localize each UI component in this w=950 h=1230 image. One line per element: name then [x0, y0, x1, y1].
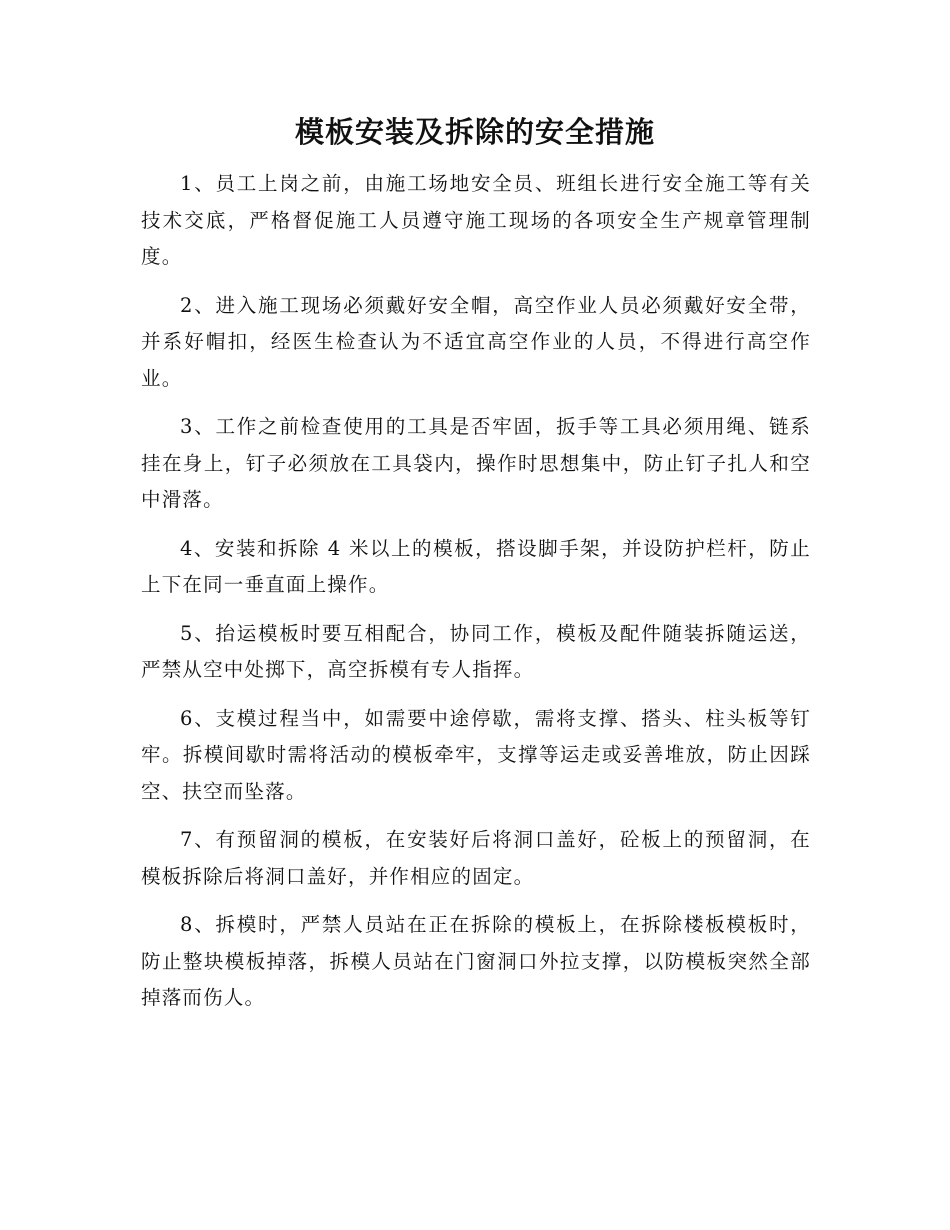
paragraph-1: 1、员工上岗之前，由施工场地安全员、班组长进行安全施工等有关技术交底，严格督促施工人员遵守施工现场的各项安全生产规章管理制度。 [141, 172, 811, 268]
paragraph-3: 3、工作之前检查使用的工具是否牢固，扳手等工具必须用绳、链系挂在身上，钉子必须放在工具袋内，操作时思想集中，防止钉子扎人和空中滑落。 [141, 415, 811, 511]
paragraph-8: 8、拆模时，严禁人员站在正在拆除的模板上，在拆除楼板模板时，防止整块模板掉落，拆模人员站在门窗洞口外拉支撑，以防模板突然全部掉落而伤人。 [141, 913, 811, 1009]
paragraph-5: 5、抬运模板时要互相配合，协同工作，模板及配件随装拆随运送，严禁从空中处掷下，高空拆模有专人指挥。 [141, 621, 811, 681]
paragraph-4: 4、安装和拆除 4 米以上的模板，搭设脚手架，并设防护栏杆，防止上下在同一垂直面上操作。 [141, 536, 811, 596]
document-body [141, 166, 811, 1029]
document-title: 模板安装及拆除的安全措施 [294, 115, 655, 149]
paragraph-7: 7、有预留洞的模板，在安装好后将洞口盖好，砼板上的预留洞，在模板拆除后将洞口盖好，并作相应的固定。 [141, 828, 811, 888]
paragraph-6: 6、支模过程当中，如需要中途停歇，需将支撑、搭头、柱头板等钉牢。拆模间歇时需将活动的模板牵牢，支撑等运走或妥善堆放，防止因踩空、扶空而坠落。 [141, 706, 811, 803]
paragraph-2: 2、进入施工现场必须戴好安全帽，高空作业人员必须戴好安全带，并系好帽扣，经医生检查认为不适宜高空作业的人员，不得进行高空作业。 [141, 293, 811, 390]
